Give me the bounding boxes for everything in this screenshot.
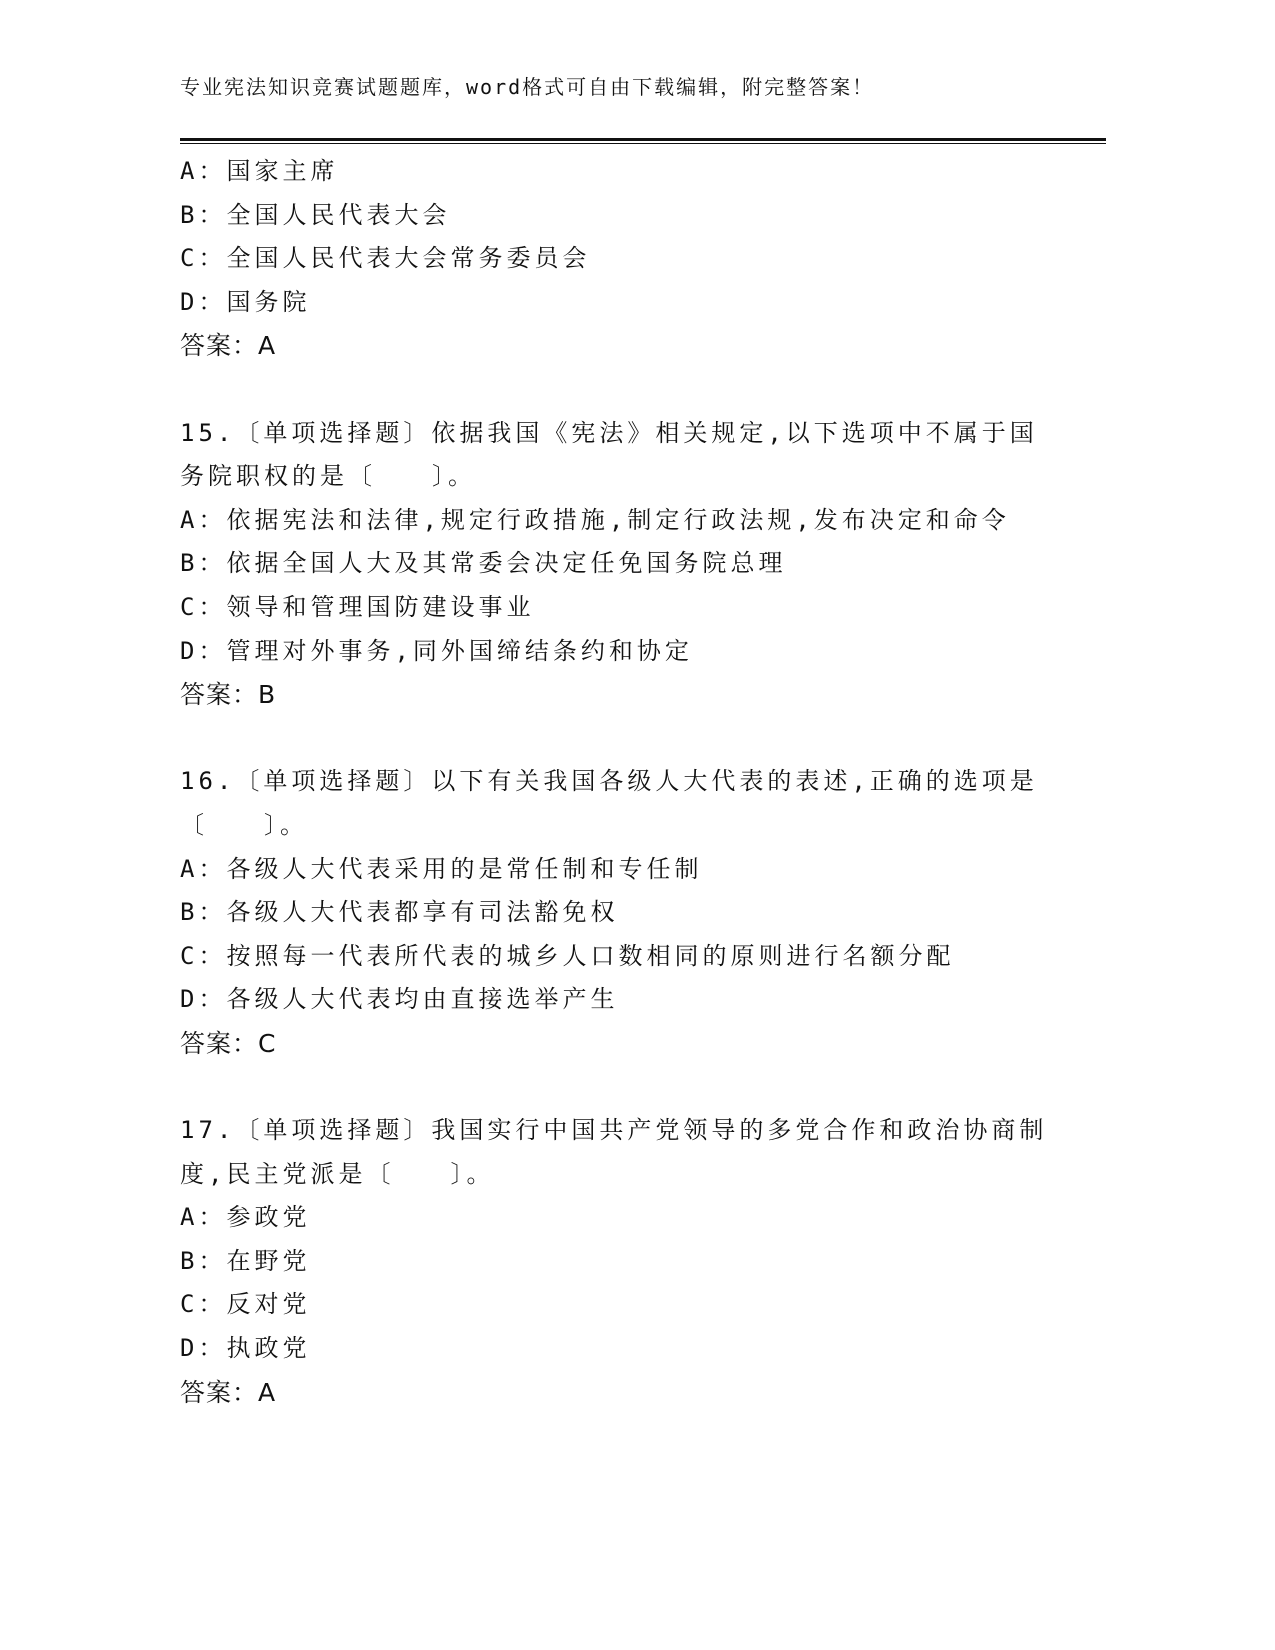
option-a: A：国家主席 — [180, 157, 339, 185]
option-a: A：各级人大代表采用的是常任制和专任制 — [180, 854, 703, 883]
answer: 答案：C — [180, 1028, 277, 1058]
question-stem-continued: 务院职权的是〔 〕。 — [180, 462, 476, 491]
question-stem: 16.〔单项选择题〕以下有关我国各级人大代表的表述,正确的选项是 — [180, 767, 1038, 796]
header-divider — [180, 138, 1106, 145]
option-b: B：全国人民代表大会 — [180, 200, 451, 229]
answer: 答案：A — [180, 331, 277, 361]
option-b: B：各级人大代表都享有司法豁免权 — [180, 898, 619, 927]
question-stem-continued: 度,民主党派是〔 〕。 — [180, 1159, 495, 1188]
question-stem: 15.〔单项选择题〕依据我国《宪法》相关规定,以下选项中不属于国 — [180, 418, 1038, 447]
question-17 — [180, 1109, 1060, 1414]
question-list — [180, 150, 1060, 1414]
page-header: 专业宪法知识竞赛试题题库，word格式可自由下载编辑，附完整答案！ — [180, 75, 875, 99]
option-c: C：反对党 — [180, 1290, 311, 1319]
question-stem-continued: 〔 〕。 — [180, 810, 308, 839]
option-b: B：在野党 — [180, 1246, 311, 1275]
answer: 答案：B — [180, 680, 277, 710]
option-c: C：按照每一代表所代表的城乡人口数相同的原则进行名额分配 — [180, 941, 955, 970]
option-b: B：依据全国人大及其常委会决定任免国务院总理 — [180, 549, 787, 578]
option-a: A：依据宪法和法律,规定行政措施,制定行政法规,发布决定和命令 — [180, 505, 1010, 534]
question-15 — [180, 412, 1060, 717]
option-d: D：各级人大代表均由直接选举产生 — [180, 985, 619, 1014]
option-a: A：参政党 — [180, 1203, 311, 1232]
option-d: D：执政党 — [180, 1334, 311, 1363]
answer: 答案：A — [180, 1377, 277, 1407]
option-d: D：管理对外事务,同外国缔结条约和协定 — [180, 636, 693, 665]
option-c: C：领导和管理国防建设事业 — [180, 592, 535, 621]
option-c: C：全国人民代表大会常务委员会 — [180, 244, 591, 273]
question-16 — [180, 760, 1060, 1065]
question-14 — [180, 150, 1060, 368]
question-stem: 17.〔单项选择题〕我国实行中国共产党领导的多党合作和政治协商制 — [180, 1116, 1048, 1145]
option-d: D：国务院 — [180, 287, 311, 316]
